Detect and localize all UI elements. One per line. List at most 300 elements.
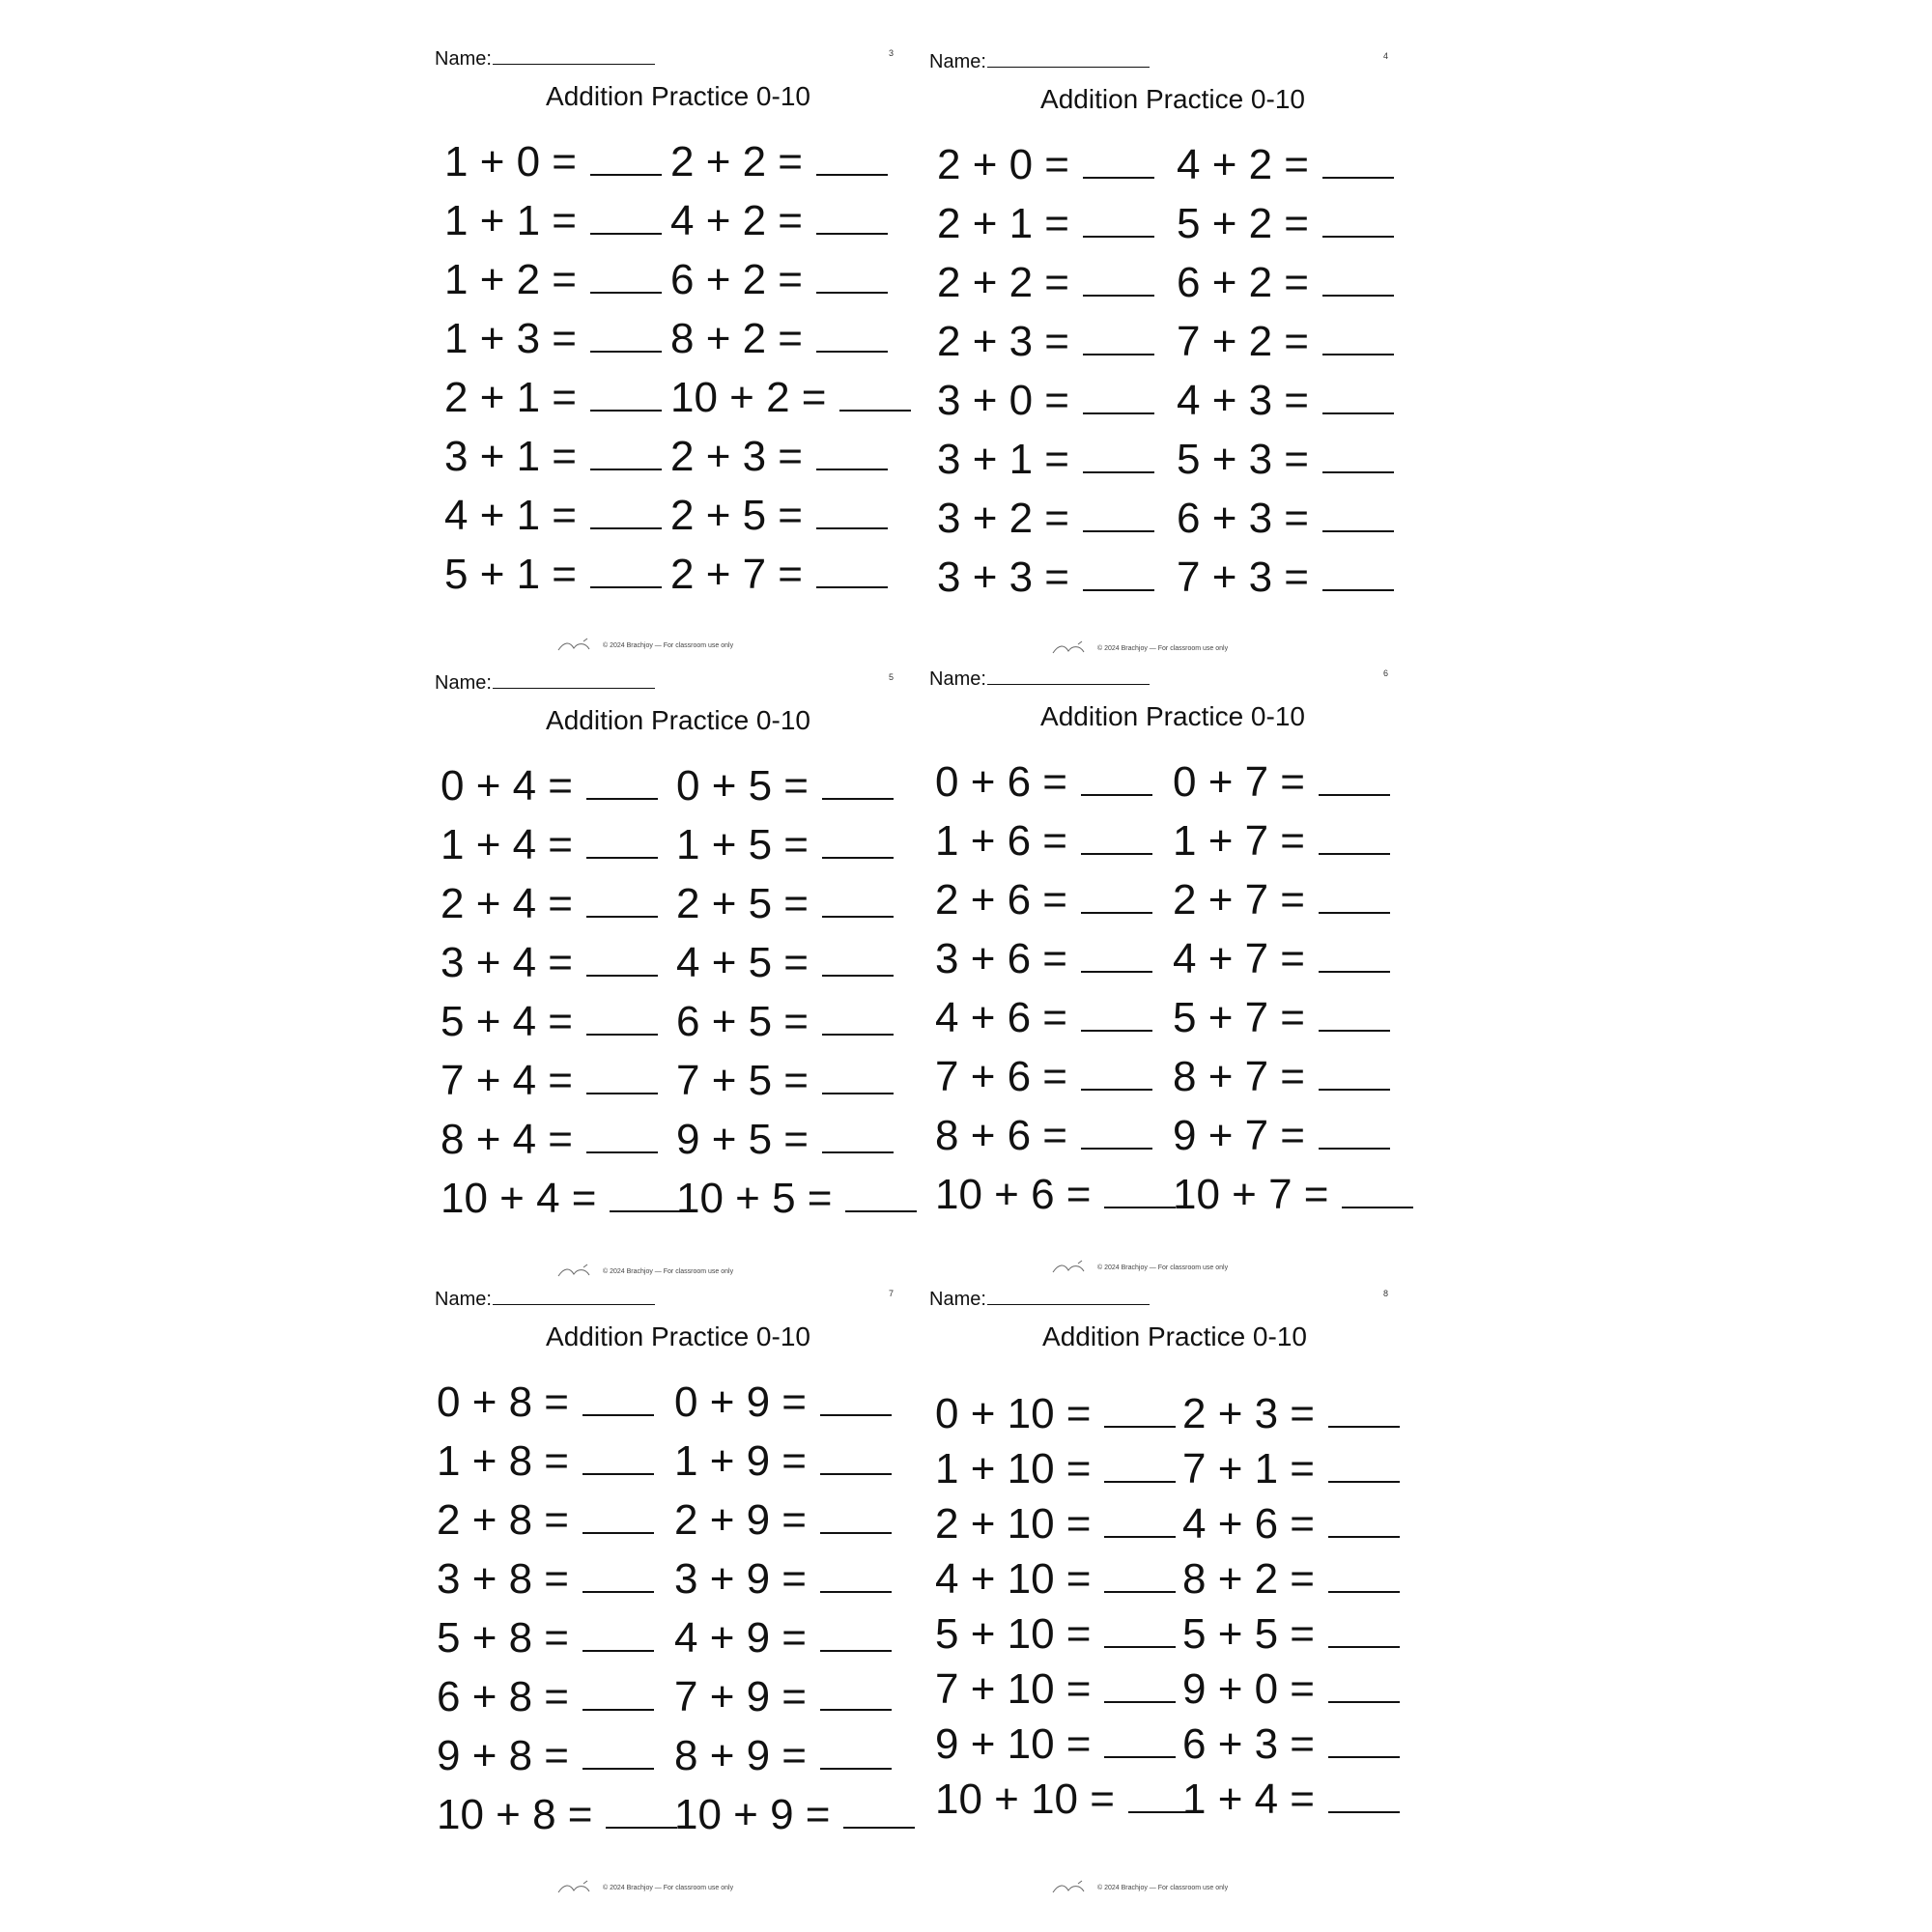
answer-blank[interactable] (822, 1060, 894, 1094)
worksheet-title: Addition Practice 0-10 (546, 705, 810, 735)
equation-text: 2 + 1 = (937, 200, 1070, 247)
problem-grid (929, 140, 1412, 611)
page-number: 4 (1383, 51, 1389, 61)
addition-problem (676, 820, 894, 870)
answer-blank[interactable] (1328, 1778, 1400, 1813)
addition-problem (670, 196, 888, 246)
addition-problem (1173, 993, 1390, 1043)
equation-text: 2 + 4 = (440, 880, 574, 927)
equation-text: 0 + 6 = (935, 758, 1068, 806)
addition-problem (444, 196, 662, 246)
answer-blank[interactable] (590, 377, 662, 412)
equation-text: 0 + 7 = (1173, 758, 1306, 806)
problem-row (435, 1174, 918, 1233)
answer-blank[interactable] (1319, 820, 1390, 855)
equation-text: 8 + 2 = (1182, 1555, 1316, 1603)
problem-row (435, 491, 918, 550)
answer-blank[interactable] (820, 1440, 892, 1475)
answer-blank[interactable] (1104, 1723, 1176, 1758)
addition-problem (1173, 757, 1390, 808)
answer-blank[interactable] (839, 377, 911, 412)
equation-text: 3 + 4 = (440, 939, 574, 986)
brachjoy-logo-icon (556, 1880, 599, 1895)
problem-row (435, 255, 918, 314)
problem-row (435, 432, 918, 491)
equation-text: 9 + 0 = (1182, 1665, 1316, 1713)
addition-problem (935, 1775, 1200, 1825)
answer-blank[interactable] (1322, 203, 1394, 238)
answer-blank[interactable] (582, 1381, 654, 1416)
addition-problem (440, 1115, 658, 1165)
answer-blank[interactable] (1083, 262, 1154, 297)
equation-text: 4 + 2 = (1177, 141, 1310, 188)
worksheet-page-8 (929, 1289, 1412, 1907)
addition-problem (674, 1554, 892, 1605)
addition-problem (937, 494, 1154, 544)
equation-text: 1 + 7 = (1173, 817, 1306, 865)
answer-blank[interactable] (586, 765, 658, 800)
answer-blank[interactable] (582, 1499, 654, 1534)
answer-blank[interactable] (590, 259, 662, 294)
equation-text: 10 + 9 = (674, 1791, 831, 1838)
problem-row (929, 494, 1412, 553)
equation-text: 1 + 6 = (935, 817, 1068, 865)
answer-blank[interactable] (582, 1735, 654, 1770)
equation-text: 6 + 5 = (676, 998, 810, 1045)
addition-problem (444, 550, 662, 600)
equation-text: 4 + 9 = (674, 1614, 808, 1662)
equation-text: 2 + 1 = (444, 374, 578, 421)
addition-problem (935, 816, 1152, 867)
equation-text: 2 + 7 = (670, 551, 804, 598)
brachjoy-logo-icon (556, 638, 599, 653)
problem-row (929, 816, 1412, 875)
addition-problem (676, 761, 894, 811)
problem-grid (929, 1389, 1412, 1830)
addition-problem (437, 1554, 654, 1605)
answer-blank[interactable] (1322, 262, 1394, 297)
answer-blank[interactable] (816, 141, 888, 176)
equation-text: 1 + 8 = (437, 1437, 570, 1485)
problem-row (435, 997, 918, 1056)
addition-problem (937, 317, 1154, 367)
name-field[interactable] (929, 1289, 1150, 1311)
equation-text: 6 + 2 = (1177, 259, 1310, 306)
answer-blank[interactable] (586, 883, 658, 918)
answer-blank[interactable] (1104, 1174, 1176, 1208)
answer-blank[interactable] (820, 1735, 892, 1770)
name-field[interactable] (435, 1289, 655, 1311)
problem-row (929, 1052, 1412, 1111)
equation-text: 7 + 3 = (1177, 554, 1310, 601)
equation-text: 2 + 0 = (937, 141, 1070, 188)
addition-problem (437, 1790, 677, 1840)
addition-problem (674, 1436, 892, 1487)
answer-blank[interactable] (820, 1617, 892, 1652)
answer-blank[interactable] (586, 1060, 658, 1094)
equation-text: 5 + 1 = (444, 551, 578, 598)
equation-text: 10 + 6 = (935, 1171, 1092, 1218)
addition-problem (1173, 875, 1390, 925)
answer-blank[interactable] (1328, 1393, 1400, 1428)
answer-blank[interactable] (590, 200, 662, 235)
problem-row (929, 1775, 1412, 1830)
equation-text: 1 + 2 = (444, 256, 578, 303)
answer-blank[interactable] (1104, 1503, 1176, 1538)
answer-blank[interactable] (1319, 1056, 1390, 1091)
problem-row (435, 879, 918, 938)
equation-text: 9 + 8 = (437, 1732, 570, 1779)
brachjoy-logo-icon (1051, 640, 1094, 656)
worksheet-title: Addition Practice 0-10 (546, 1321, 810, 1351)
addition-problem (440, 997, 658, 1047)
answer-blank[interactable] (586, 1119, 658, 1153)
addition-problem (1182, 1775, 1400, 1825)
answer-blank[interactable] (820, 1381, 892, 1416)
answer-blank[interactable] (1328, 1613, 1400, 1648)
addition-problem (674, 1731, 892, 1781)
equation-text: 10 + 8 = (437, 1791, 593, 1838)
answer-blank[interactable] (822, 883, 894, 918)
problem-row (929, 199, 1412, 258)
name-field[interactable] (435, 48, 655, 71)
equation-text: 3 + 1 = (444, 433, 578, 480)
problem-row (435, 1554, 918, 1613)
equation-text: 2 + 5 = (670, 492, 804, 539)
brachjoy-logo-icon (1051, 1260, 1094, 1275)
equation-text: 5 + 7 = (1173, 994, 1306, 1041)
addition-problem (674, 1790, 915, 1840)
addition-problem (674, 1672, 892, 1722)
answer-blank[interactable] (843, 1794, 915, 1829)
addition-problem (1173, 1052, 1390, 1102)
equation-text: 0 + 4 = (440, 762, 574, 810)
answer-blank[interactable] (1081, 997, 1152, 1032)
problem-row (929, 553, 1412, 611)
addition-problem (440, 761, 658, 811)
addition-problem (440, 1174, 681, 1224)
addition-problem (676, 1056, 894, 1106)
addition-problem (676, 938, 894, 988)
equation-text: 3 + 9 = (674, 1555, 808, 1603)
name-label: Name: (435, 672, 492, 694)
answer-blank[interactable] (1328, 1448, 1400, 1483)
copyright-text: © 2024 Brachjoy — For classroom use only (1097, 1264, 1229, 1271)
page-number: 7 (889, 1289, 895, 1298)
answer-blank[interactable] (582, 1440, 654, 1475)
equation-text: 1 + 5 = (676, 821, 810, 868)
page-number: 6 (1383, 668, 1389, 678)
equation-text: 7 + 1 = (1182, 1445, 1316, 1492)
problem-row (435, 373, 918, 432)
equation-text: 9 + 7 = (1173, 1112, 1306, 1159)
answer-blank[interactable] (1081, 761, 1152, 796)
addition-problem (440, 1056, 658, 1106)
problem-row (929, 140, 1412, 199)
answer-blank[interactable] (1322, 439, 1394, 473)
worksheet-title: Addition Practice 0-10 (1040, 701, 1305, 731)
answer-blank[interactable] (1328, 1668, 1400, 1703)
answer-blank[interactable] (816, 436, 888, 470)
addition-problem (935, 934, 1152, 984)
addition-problem (1182, 1719, 1400, 1770)
addition-problem (674, 1378, 892, 1428)
answer-blank[interactable] (1322, 497, 1394, 532)
answer-blank[interactable] (1104, 1613, 1176, 1648)
equation-text: 1 + 9 = (674, 1437, 808, 1485)
problem-grid (435, 1378, 918, 1849)
answer-blank[interactable] (816, 200, 888, 235)
addition-problem (440, 879, 658, 929)
addition-problem (935, 1389, 1176, 1439)
addition-problem (1173, 1111, 1390, 1161)
answer-blank[interactable] (1322, 321, 1394, 355)
addition-problem (440, 938, 658, 988)
answer-blank[interactable] (1328, 1558, 1400, 1593)
addition-problem (937, 376, 1154, 426)
equation-text: 4 + 2 = (670, 197, 804, 244)
addition-problem (1177, 199, 1394, 249)
addition-problem (1182, 1389, 1400, 1439)
worksheet-page-3 (435, 48, 918, 667)
answer-blank[interactable] (845, 1178, 917, 1212)
answer-blank[interactable] (582, 1558, 654, 1593)
answer-blank[interactable] (1104, 1448, 1176, 1483)
equation-text: 3 + 6 = (935, 935, 1068, 982)
answer-blank[interactable] (1083, 203, 1154, 238)
answer-blank[interactable] (1328, 1723, 1400, 1758)
answer-blank[interactable] (582, 1617, 654, 1652)
answer-blank[interactable] (1083, 321, 1154, 355)
answer-blank[interactable] (1319, 879, 1390, 914)
problem-grid (929, 757, 1412, 1229)
equation-text: 2 + 6 = (935, 876, 1068, 923)
equation-text: 1 + 0 = (444, 138, 578, 185)
equation-text: 5 + 8 = (437, 1614, 570, 1662)
worksheet-page-5 (435, 672, 918, 1291)
equation-text: 1 + 3 = (444, 315, 578, 362)
equation-text: 0 + 10 = (935, 1390, 1092, 1437)
footer (556, 638, 733, 653)
answer-blank[interactable] (1081, 938, 1152, 973)
equation-text: 2 + 7 = (1173, 876, 1306, 923)
problem-row (435, 1436, 918, 1495)
equation-text: 2 + 9 = (674, 1496, 808, 1544)
answer-blank[interactable] (610, 1178, 681, 1212)
answer-blank[interactable] (1081, 820, 1152, 855)
answer-blank[interactable] (1319, 997, 1390, 1032)
addition-problem (437, 1731, 654, 1781)
addition-problem (437, 1672, 654, 1722)
equation-text: 6 + 8 = (437, 1673, 570, 1720)
problem-row (435, 196, 918, 255)
copyright-text: © 2024 Brachjoy — For classroom use only (603, 1884, 734, 1891)
problem-row (929, 1664, 1412, 1719)
addition-problem (935, 1554, 1176, 1605)
problem-row (929, 1111, 1412, 1170)
problem-row (435, 550, 918, 609)
equation-text: 8 + 7 = (1173, 1053, 1306, 1100)
addition-problem (437, 1436, 654, 1487)
answer-blank[interactable] (820, 1676, 892, 1711)
name-field[interactable] (929, 51, 1150, 73)
answer-blank[interactable] (816, 554, 888, 588)
addition-problem (1182, 1609, 1400, 1660)
worksheet-title: Addition Practice 0-10 (1040, 84, 1305, 114)
equation-text: 1 + 1 = (444, 197, 578, 244)
addition-problem (444, 137, 662, 187)
answer-blank[interactable] (816, 259, 888, 294)
equation-text: 7 + 2 = (1177, 318, 1310, 365)
addition-problem (1182, 1444, 1400, 1494)
problem-row (929, 875, 1412, 934)
addition-problem (1177, 376, 1394, 426)
addition-problem (437, 1378, 654, 1428)
equation-text: 4 + 6 = (1182, 1500, 1316, 1548)
equation-text: 1 + 4 = (1182, 1776, 1316, 1823)
equation-text: 6 + 3 = (1182, 1720, 1316, 1768)
answer-blank[interactable] (606, 1794, 677, 1829)
equation-text: 8 + 9 = (674, 1732, 808, 1779)
addition-problem (670, 373, 911, 423)
answer-blank[interactable] (816, 495, 888, 529)
addition-problem (674, 1613, 892, 1663)
problem-row (435, 820, 918, 879)
answer-blank[interactable] (590, 436, 662, 470)
equation-text: 8 + 4 = (440, 1116, 574, 1163)
answer-blank[interactable] (586, 824, 658, 859)
name-label: Name: (929, 1289, 986, 1310)
answer-blank[interactable] (590, 318, 662, 353)
addition-problem (1182, 1499, 1400, 1549)
equation-text: 1 + 10 = (935, 1445, 1092, 1492)
answer-blank[interactable] (1322, 556, 1394, 591)
answer-blank[interactable] (816, 318, 888, 353)
addition-problem (1182, 1554, 1400, 1605)
addition-problem (937, 435, 1154, 485)
answer-blank[interactable] (1083, 144, 1154, 179)
answer-blank[interactable] (590, 141, 662, 176)
answer-blank[interactable] (1319, 761, 1390, 796)
worksheet-page-4 (929, 51, 1412, 669)
answer-blank[interactable] (1328, 1503, 1400, 1538)
equation-text: 3 + 3 = (937, 554, 1070, 601)
page-number: 3 (889, 48, 895, 58)
problem-row (435, 938, 918, 997)
addition-problem (444, 314, 662, 364)
addition-problem (670, 432, 888, 482)
name-label: Name: (435, 48, 492, 70)
addition-problem (437, 1613, 654, 1663)
answer-blank[interactable] (590, 495, 662, 529)
answer-blank[interactable] (582, 1676, 654, 1711)
equation-text: 3 + 0 = (937, 377, 1070, 424)
worksheet-title: Addition Practice 0-10 (1042, 1321, 1307, 1351)
problem-row (929, 376, 1412, 435)
answer-blank[interactable] (1083, 439, 1154, 473)
answer-blank[interactable] (1083, 380, 1154, 414)
footer (556, 1880, 733, 1895)
addition-problem (1177, 435, 1394, 485)
answer-blank[interactable] (820, 1499, 892, 1534)
equation-text: 5 + 10 = (935, 1610, 1092, 1658)
answer-blank[interactable] (1322, 144, 1394, 179)
addition-problem (444, 255, 662, 305)
answer-blank[interactable] (822, 824, 894, 859)
addition-problem (444, 491, 662, 541)
name-field[interactable] (929, 668, 1150, 691)
answer-blank[interactable] (1342, 1174, 1413, 1208)
copyright-text: © 2024 Brachjoy — For classroom use only (1097, 644, 1229, 652)
answer-blank[interactable] (1083, 497, 1154, 532)
equation-text: 4 + 6 = (935, 994, 1068, 1041)
name-field[interactable] (435, 672, 655, 695)
equation-text: 1 + 4 = (440, 821, 574, 868)
footer (1051, 640, 1228, 656)
addition-problem (1182, 1664, 1400, 1715)
answer-blank[interactable] (586, 1001, 658, 1036)
addition-problem (1177, 553, 1394, 603)
answer-blank[interactable] (1104, 1668, 1176, 1703)
problem-row (435, 1613, 918, 1672)
problem-row (929, 1389, 1412, 1444)
equation-text: 7 + 10 = (935, 1665, 1092, 1713)
brachjoy-logo-icon (1051, 1880, 1094, 1895)
problem-row (929, 1170, 1412, 1229)
footer (1051, 1260, 1228, 1275)
addition-problem (935, 875, 1152, 925)
problem-row (929, 993, 1412, 1052)
answer-blank[interactable] (1081, 1056, 1152, 1091)
equation-text: 9 + 10 = (935, 1720, 1092, 1768)
answer-blank[interactable] (822, 1119, 894, 1153)
equation-text: 6 + 3 = (1177, 495, 1310, 542)
answer-blank[interactable] (1083, 556, 1154, 591)
worksheet-page-6 (929, 668, 1412, 1287)
equation-text: 10 + 4 = (440, 1175, 597, 1222)
copyright-text: © 2024 Brachjoy — For classroom use only (603, 1267, 734, 1275)
answer-blank[interactable] (590, 554, 662, 588)
problem-row (929, 1554, 1412, 1609)
answer-blank[interactable] (586, 942, 658, 977)
equation-text: 2 + 10 = (935, 1500, 1092, 1548)
answer-blank[interactable] (822, 765, 894, 800)
answer-blank[interactable] (1081, 1115, 1152, 1150)
problem-row (435, 1495, 918, 1554)
answer-blank[interactable] (822, 1001, 894, 1036)
answer-blank[interactable] (1322, 380, 1394, 414)
addition-problem (937, 199, 1154, 249)
problem-row (435, 314, 918, 373)
addition-problem (935, 1609, 1176, 1660)
answer-blank[interactable] (1319, 938, 1390, 973)
answer-blank[interactable] (1104, 1558, 1176, 1593)
problem-row (435, 137, 918, 196)
addition-problem (676, 1174, 917, 1224)
addition-problem (1177, 317, 1394, 367)
equation-text: 8 + 6 = (935, 1112, 1068, 1159)
answer-blank[interactable] (1319, 1115, 1390, 1150)
equation-text: 10 + 5 = (676, 1175, 833, 1222)
answer-blank[interactable] (1081, 879, 1152, 914)
answer-blank[interactable] (1104, 1393, 1176, 1428)
answer-blank[interactable] (820, 1558, 892, 1593)
equation-text: 2 + 3 = (670, 433, 804, 480)
addition-problem (935, 757, 1152, 808)
addition-problem (935, 1111, 1152, 1161)
answer-blank[interactable] (822, 942, 894, 977)
problem-row (435, 761, 918, 820)
